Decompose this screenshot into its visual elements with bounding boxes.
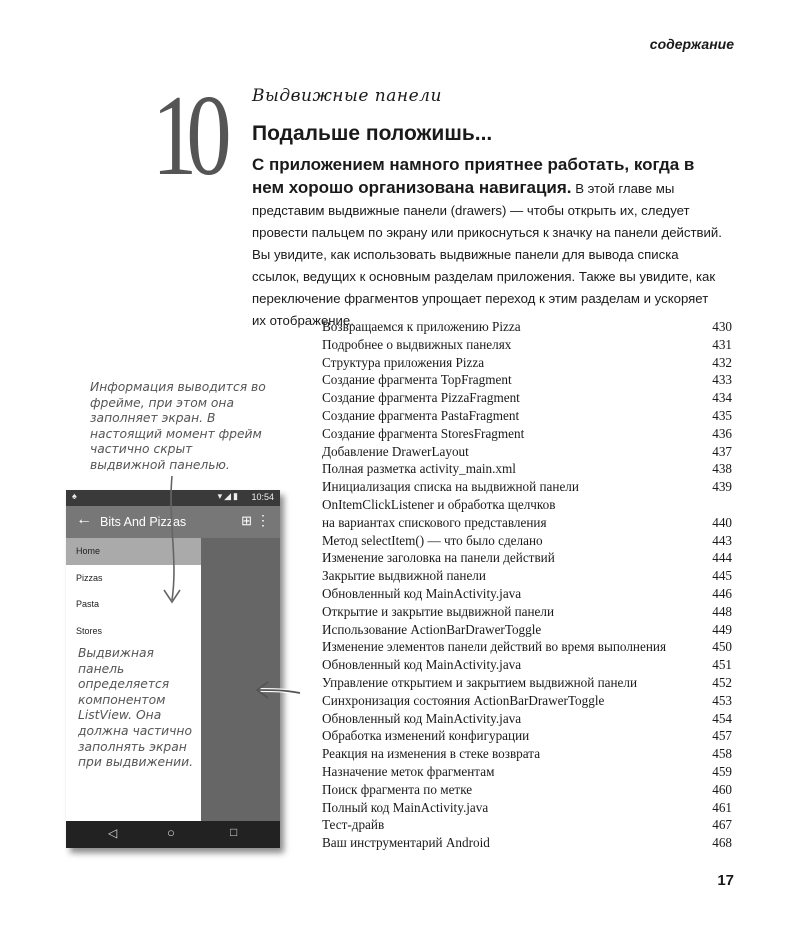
toc-title: Закрытие выдвижной панели: [322, 568, 486, 584]
nav-back-icon[interactable]: ◁: [108, 826, 118, 840]
toc-title: Полная разметка activity_main.xml: [322, 461, 516, 477]
toc-title: на вариантах спискового представления: [322, 514, 547, 530]
toc-page: 445: [712, 568, 732, 584]
toc-page: 459: [712, 763, 732, 779]
toc-page: 444: [712, 550, 732, 566]
toc-page: 440: [712, 514, 732, 530]
toc-title: Обновленный код MainActivity.java: [322, 585, 522, 601]
toc-title: Поиск фрагмента по метке: [322, 781, 473, 797]
toc-page: 437: [712, 443, 732, 459]
toc-title: Возвращаемся к приложению Pizza: [322, 319, 521, 334]
back-arrow-icon[interactable]: ←: [76, 511, 92, 528]
drawer-item-pasta[interactable]: Pasta: [76, 599, 100, 609]
toc-title: Изменение заголовка на панели действий: [322, 550, 555, 566]
toc-page: 435: [712, 407, 732, 423]
toc-page: 454: [712, 710, 732, 726]
toc-title: Метод selectItem() — что было сделано: [322, 532, 543, 548]
toc-title: Инициализация списка на выдвижной панели: [322, 479, 579, 495]
frame-annotation: Информация выводится во фрейме, при этом она заполняет экран. В настоящий момент фрейм частично скрыт выдвижной панелью.: [90, 380, 266, 472]
toc-title: Управление открытием и закрытием выдвижной панели: [322, 674, 638, 690]
toc-page: 432: [712, 354, 732, 370]
toc-page: 436: [712, 425, 732, 441]
drawer-item-home[interactable]: Home: [66, 538, 201, 565]
toc-page: 449: [712, 621, 732, 637]
intro-bold: С приложением намного приятнее работать, когда в нем хорошо организована навигация.: [252, 155, 695, 197]
toc-title: Подробнее о выдвижных панелях: [322, 336, 512, 352]
chapter-title: Выдвижные панели: [252, 86, 442, 106]
toc-title: Полный код MainActivity.java: [322, 799, 489, 815]
toc-page: 431: [712, 336, 732, 352]
toc-title: OnItemClickListener и обработка щелчков: [322, 496, 556, 512]
drawer-annotation: Выдвижная панель определяется компонентом ListView. Она должна частично заполнять экран при выдвижении.: [78, 646, 194, 770]
status-time: 10:54: [251, 492, 274, 502]
nav-recent-icon[interactable]: □: [230, 825, 238, 839]
signal-icon: ▾◢▮: [217, 491, 240, 501]
toc-title: Создание фрагмента StoresFragment: [322, 425, 525, 441]
drawer-item-pizzas[interactable]: Pizzas: [76, 572, 103, 583]
toc-page: 452: [712, 674, 732, 690]
toc-title: Ваш инструментарий Android: [322, 835, 490, 851]
chapter-headline: Подальше положишь...: [252, 122, 493, 145]
toc-page: 460: [712, 781, 732, 797]
toc-title: Создание фрагмента TopFragment: [322, 372, 512, 388]
toc-title: Структура приложения Pizza: [322, 354, 485, 370]
nav-home-icon[interactable]: ○: [167, 825, 175, 840]
toc-page: 450: [712, 639, 732, 655]
toc-page: 433: [712, 372, 732, 388]
toc-title: Обновленный код MainActivity.java: [322, 710, 522, 726]
down-arrow-icon: [171, 476, 174, 600]
toc-page: 434: [712, 390, 732, 406]
toc-title: Реакция на изменения в стеке возврата: [322, 746, 541, 762]
toc-title: Создание фрагмента PastaFragment: [322, 407, 520, 423]
toc-page: 439: [712, 479, 732, 495]
toc-page: 453: [712, 692, 732, 708]
toc-page: 443: [712, 532, 732, 548]
toc-title: Создание фрагмента PizzaFragment: [322, 390, 520, 406]
toc-title: Обновленный код MainActivity.java: [322, 657, 522, 673]
toc-page: 448: [712, 603, 732, 619]
toc-title: Добавление DrawerLayout: [322, 443, 469, 459]
toc-title: Изменение элементов панели действий во время выполнения: [322, 639, 667, 655]
chapter-number: 10: [152, 72, 221, 200]
toc-title: Назначение меток фрагментам: [322, 763, 495, 779]
toc-page: 438: [712, 461, 732, 477]
toc-page: 457: [712, 728, 732, 744]
toc-page: 451: [712, 657, 732, 673]
share-icon[interactable]: ⊞: [241, 513, 252, 528]
toc-page: 458: [712, 746, 732, 762]
section-header: содержание: [649, 36, 734, 52]
overflow-menu-icon[interactable]: ⋮: [256, 512, 270, 528]
toc-page: 467: [712, 817, 732, 833]
toc-page: 446: [712, 585, 732, 601]
page-number: 17: [717, 872, 734, 889]
toc-title: Обработка изменений конфигурации: [322, 728, 530, 744]
drawer-item-stores[interactable]: Stores: [76, 625, 103, 636]
toc-title: Синхронизация состояния ActionBarDrawerToggle: [322, 692, 605, 708]
toc-page: 461: [712, 799, 732, 815]
toc-title: Использование ActionBarDrawerToggle: [322, 621, 542, 637]
toc-page: 468: [712, 835, 732, 851]
android-notification-icon: ♠: [72, 491, 77, 501]
toc-title: Тест-драйв: [322, 817, 385, 833]
toc-page: 430: [712, 319, 732, 334]
toc-title: Открытие и закрытие выдвижной панели: [322, 603, 555, 619]
app-title: Bits And Pizzas: [100, 515, 187, 529]
intro-text: В этой главе мы представим выдвижные панели (drawers) — чтобы открыть их, следует провести пальцем по экрану или прикоснуться к значку на панели действий. Вы увидите, как использовать выдвижные панели для вывода списка ссылок, ведущих к основным разделам приложения. Также вы увидите, как переключение фрагментов упрощает переход к этим разделам и ускоряет их отображение.: [252, 181, 722, 328]
